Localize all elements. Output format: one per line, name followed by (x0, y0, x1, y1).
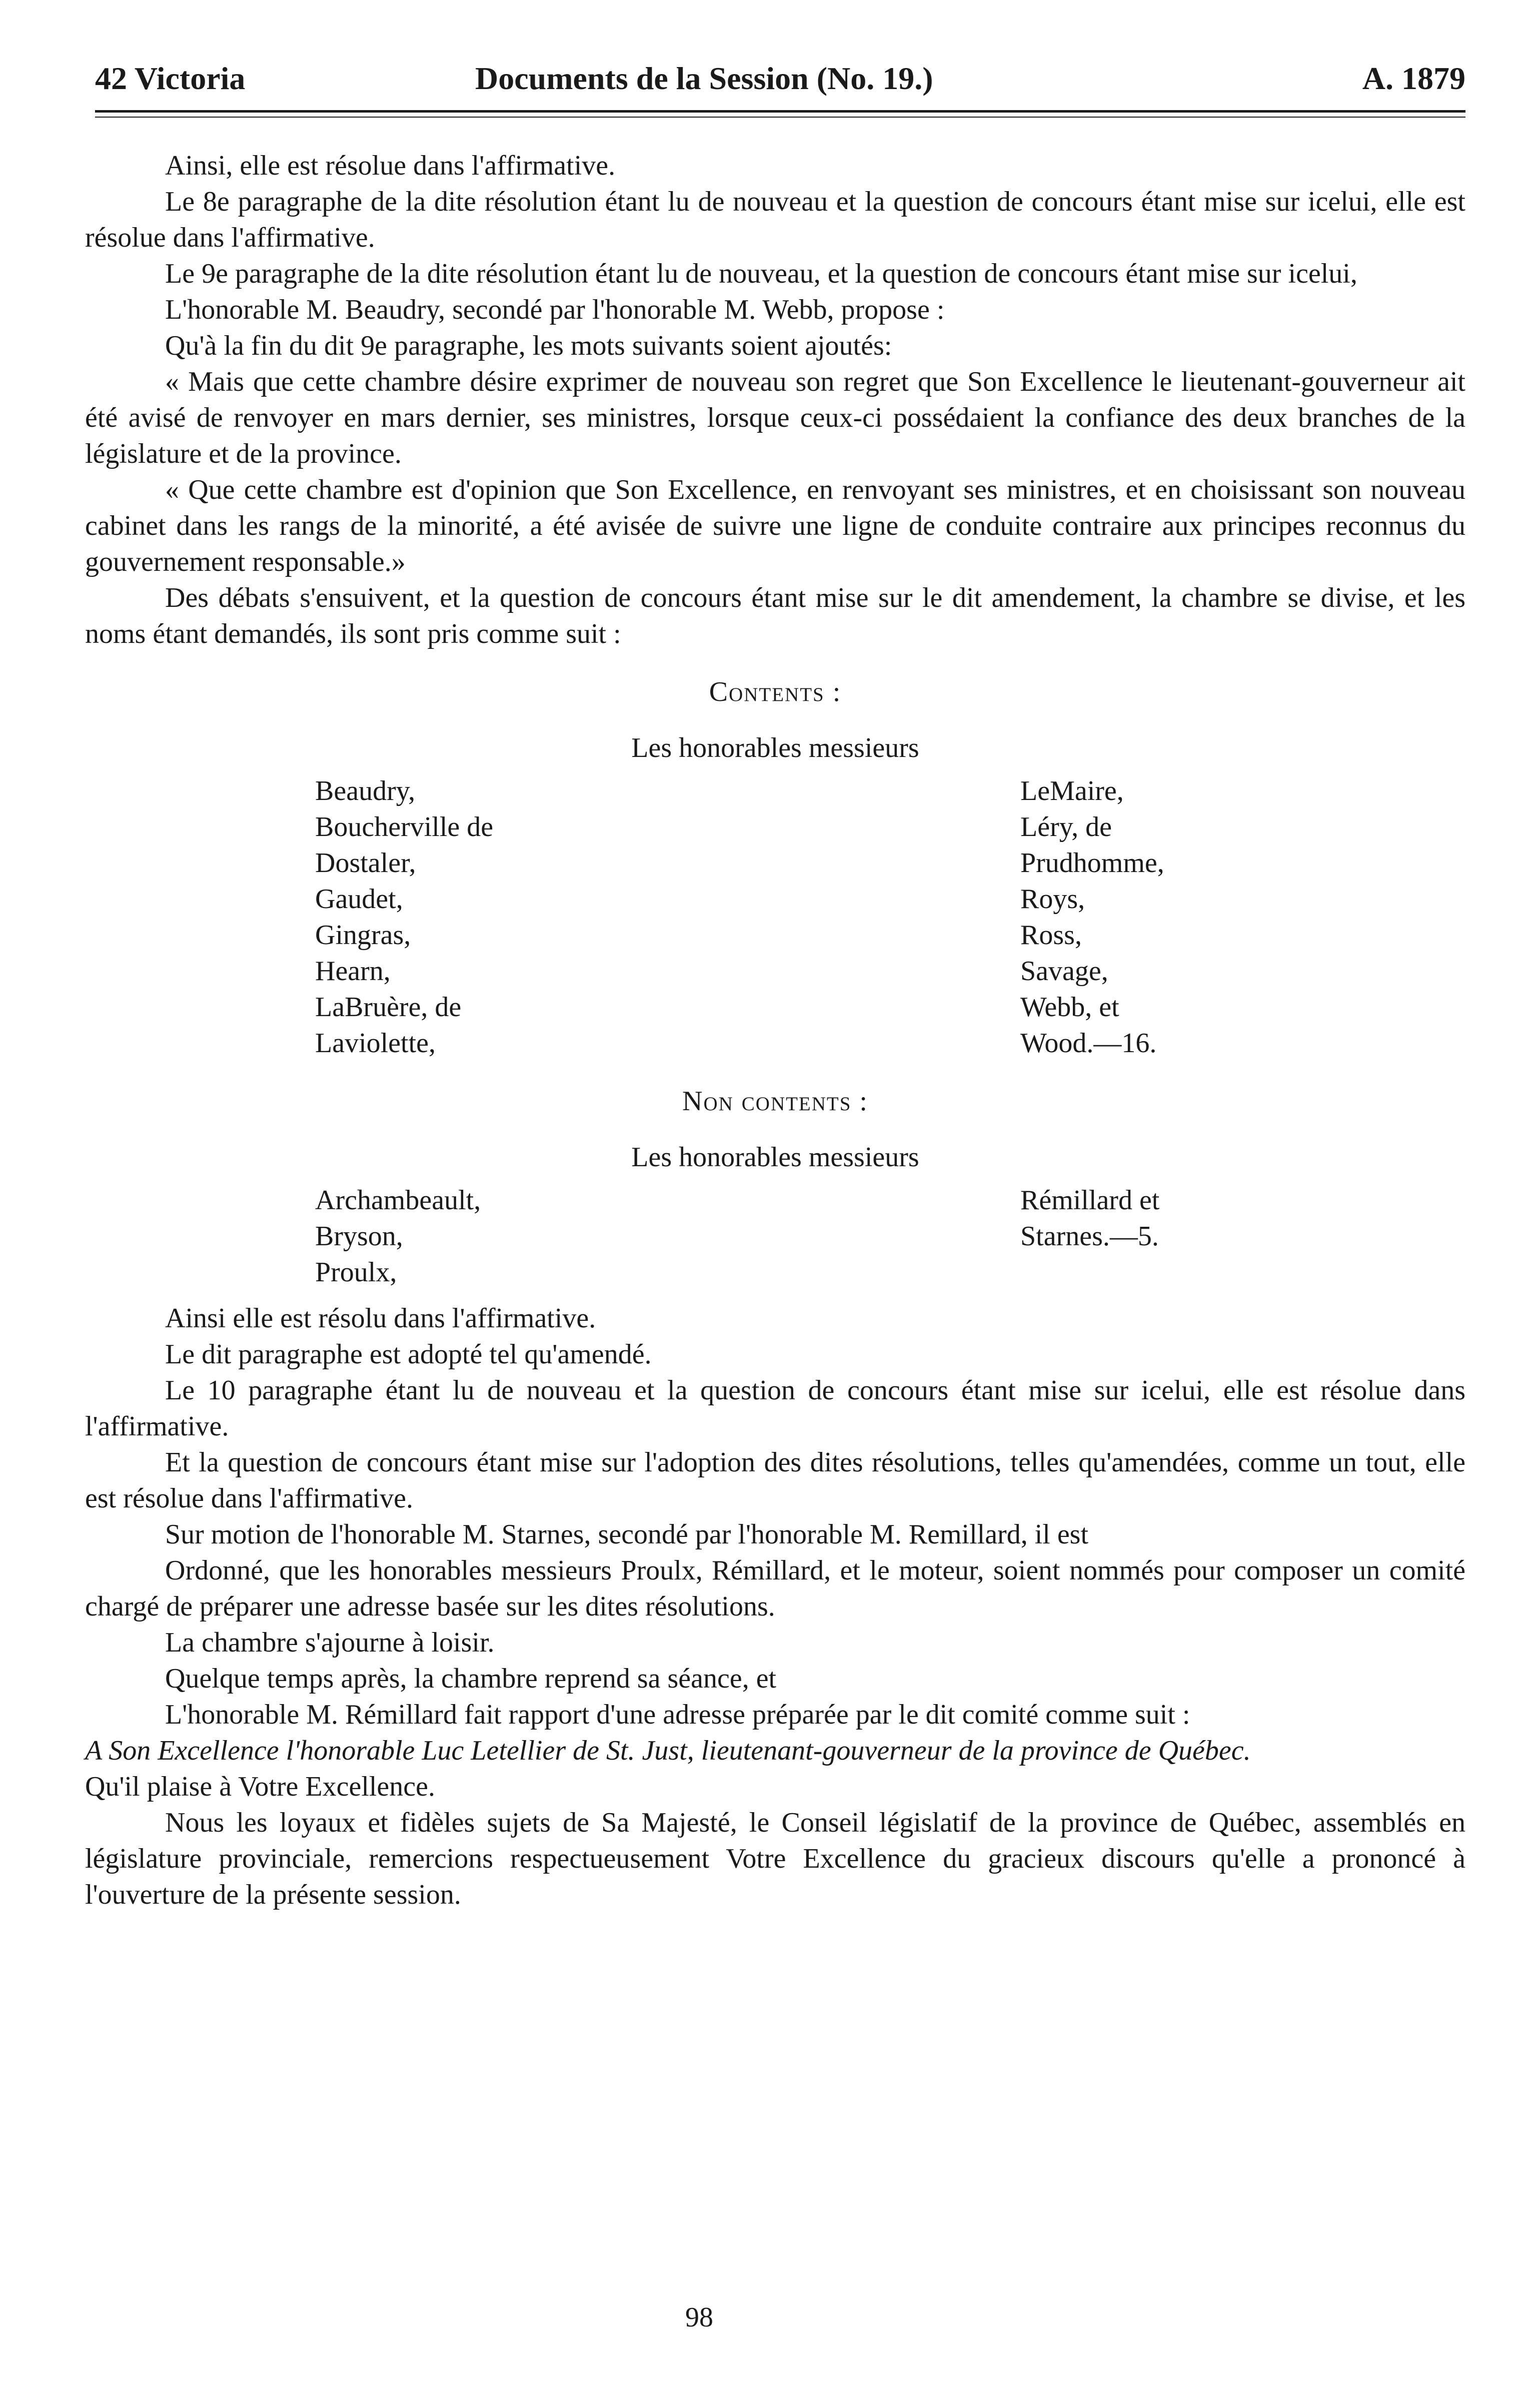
non-contents-left-column (315, 1182, 481, 1290)
contents-subheading: Les honorables messieurs (631, 732, 919, 763)
list-item: Wood.—16. (1020, 1028, 1157, 1059)
paragraph: La chambre s'ajourne à loisir. (165, 1627, 495, 1658)
address-heading: A Son Excellence l'honorable Luc Letellier de St. Just, lieutenant-gouverneur de la province de Québec. (85, 1735, 1251, 1766)
paragraph: Et la question de concours étant mise sur l'adoption des dites résolutions, telles qu'amendées, comme un tout, elle est résolue dans l'affirmative. (85, 1447, 1465, 1514)
contents-right-column (1020, 773, 1164, 1061)
non-contents-subheading: Les honorables messieurs (631, 1142, 919, 1173)
paragraph: L'honorable M. Beaudry, secondé par l'honorable M. Webb, propose : (165, 294, 945, 325)
list-item: Beaudry, (315, 775, 416, 807)
list-item: Archambeault, (315, 1185, 481, 1216)
list-item: Roys, (1020, 884, 1085, 915)
paragraph: Sur motion de l'honorable M. Starnes, secondé par l'honorable M. Remillard, il est (165, 1519, 1089, 1550)
paragraph: « Que cette chambre est d'opinion que Son Excellence, en renvoyant ses ministres, et en choisissant son nouveau cabinet dans les rangs de la minorité, a été avisée de suivre une ligne de conduite contraire aux principes reconnus du gouvernement responsable.» (85, 474, 1465, 577)
list-item: Rémillard et (1020, 1185, 1160, 1216)
list-item: Gaudet, (315, 884, 403, 915)
header-rule (95, 110, 1465, 118)
non-contents-heading: Non contents : (682, 1086, 868, 1117)
list-item: Ross, (1020, 920, 1082, 951)
paragraph: « Mais que cette chambre désire exprimer de nouveau son regret que Son Excellence le lieutenant-gouverneur ait été avisé de renvoyer en mars dernier, ses ministres, lorsque ceux-ci possédaient la confiance des deux branches de la législature et de la province. (85, 366, 1465, 469)
document-page (85, 55, 1465, 1913)
list-item: Proulx, (315, 1257, 397, 1288)
paragraph: Le dit paragraphe est adopté tel qu'amendé. (165, 1339, 652, 1370)
contents-name-list (85, 773, 1465, 1061)
paragraph: Ordonné, que les honorables messieurs Proulx, Rémillard, et le moteur, soient nommés pour composer un comité chargé de préparer une adresse basée sur les dites résolutions. (85, 1555, 1465, 1622)
header-right: A. 1879 (1362, 61, 1465, 96)
paragraph: Quelque temps après, la chambre reprend sa séance, et (165, 1663, 777, 1694)
paragraph: Ainsi, elle est résolue dans l'affirmative. (165, 150, 616, 181)
paragraph: Le 10 paragraphe étant lu de nouveau et la question de concours étant mise sur icelui, elle est résolue dans l'affirmative. (85, 1375, 1465, 1442)
document-body (85, 148, 1465, 1913)
paragraph: Nous les loyaux et fidèles sujets de Sa Majesté, le Conseil législatif de la province de Québec, assemblés en législature provinciale, remercions respectueusement Votre Excellence du gracieux discours qu'elle a prononcé à l'ouverture de la présente session. (85, 1807, 1465, 1910)
list-item: Savage, (1020, 956, 1108, 987)
header-left: 42 Victoria (95, 61, 246, 96)
list-item: Prudhomme, (1020, 848, 1164, 879)
list-item: Starnes.—5. (1020, 1221, 1159, 1252)
header-title: Documents de la Session (No. 19.) (475, 61, 933, 96)
contents-left-column (315, 773, 493, 1061)
paragraph: L'honorable M. Rémillard fait rapport d'une adresse préparée par le dit comité comme suit : (165, 1699, 1190, 1730)
list-item: Gingras, (315, 920, 411, 951)
non-contents-name-list (85, 1182, 1465, 1290)
list-item: Bryson, (315, 1221, 403, 1252)
page-number: 98 (685, 2302, 713, 2333)
list-item: Léry, de (1020, 812, 1112, 843)
list-item: Laviolette, (315, 1028, 436, 1059)
list-item: Boucherville de (315, 812, 494, 843)
list-item: Hearn, (315, 956, 391, 987)
contents-heading: Contents : (709, 676, 842, 707)
list-item: LeMaire, (1020, 775, 1124, 807)
non-contents-right-column (1020, 1182, 1159, 1254)
list-item: LaBruère, de (315, 992, 462, 1023)
closing-salutation: Qu'il plaise à Votre Excellence. (85, 1771, 435, 1802)
paragraph: Des débats s'ensuivent, et la question de concours étant mise sur le dit amendement, la chambre se divise, et les noms étant demandés, ils sont pris comme suit : (85, 582, 1465, 649)
paragraph: Ainsi elle est résolu dans l'affirmative. (165, 1303, 596, 1334)
list-item: Webb, et (1020, 992, 1119, 1023)
list-item: Dostaler, (315, 848, 416, 879)
running-header (85, 55, 1465, 110)
paragraph: Le 8e paragraphe de la dite résolution étant lu de nouveau et la question de concours étant mise sur icelui, elle est résolue dans l'affirmative. (85, 186, 1465, 253)
paragraph: Qu'à la fin du dit 9e paragraphe, les mots suivants soient ajoutés: (165, 330, 892, 361)
paragraph: Le 9e paragraphe de la dite résolution étant lu de nouveau, et la question de concours étant mise sur icelui, (165, 258, 1357, 289)
